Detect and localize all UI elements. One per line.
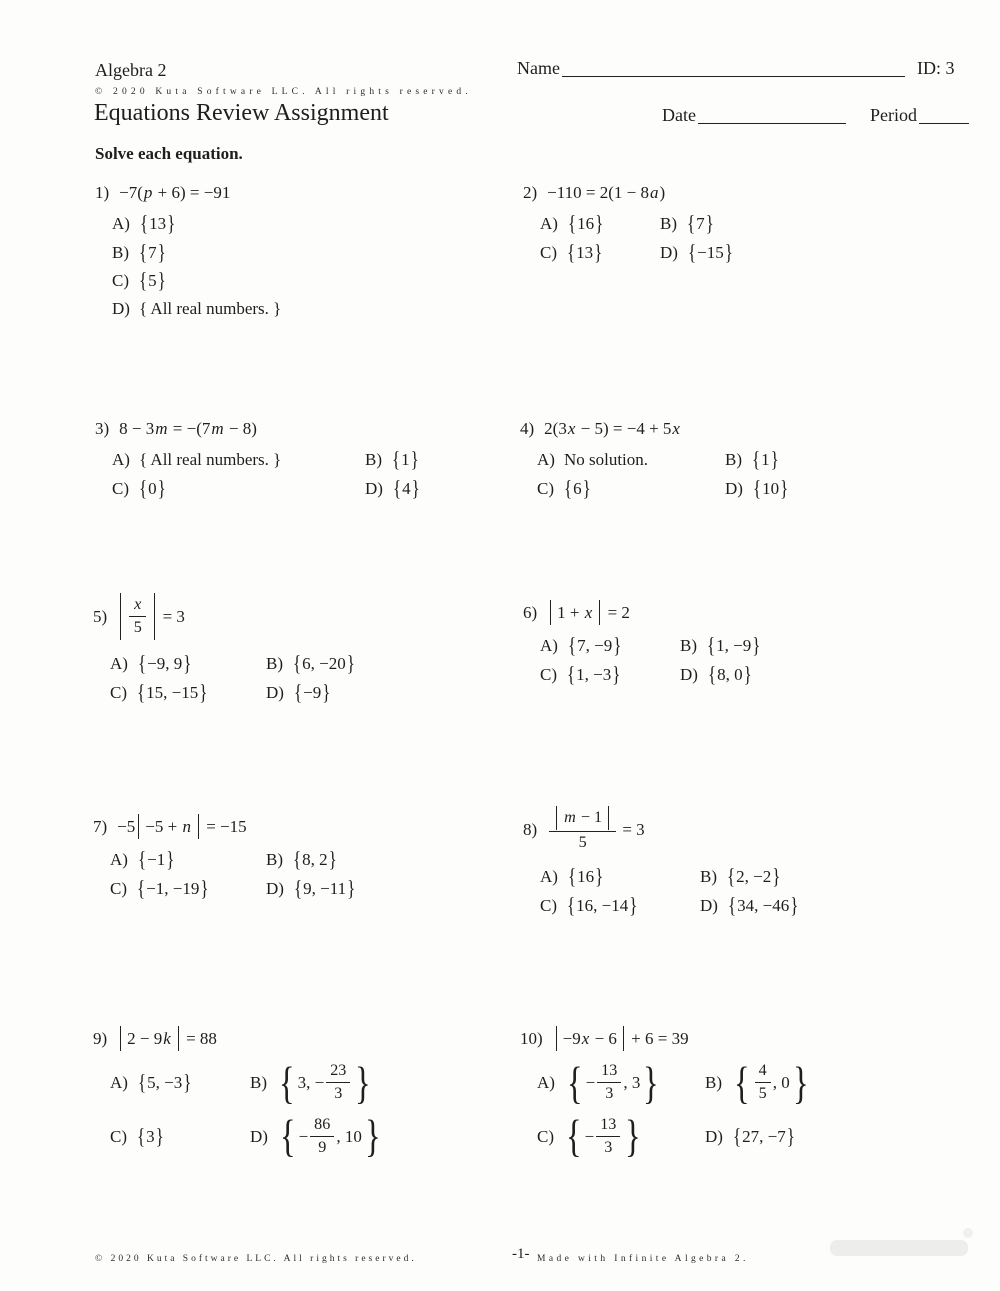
choice-value: { − $\frac{13}{3}$ } xyxy=(566,1111,641,1162)
choice-value: { −15 } xyxy=(687,239,733,265)
choice-value: { 34, −46 } xyxy=(727,892,799,918)
choice-value: { 3, − $\frac{23}{3}$ } xyxy=(279,1057,371,1108)
question-8-choices xyxy=(540,866,799,916)
question-9 xyxy=(93,1026,383,1162)
equation-math: 8 − 3 m = −(7 m − 8) xyxy=(119,419,257,438)
choice-value: { 6, −20 } xyxy=(293,651,355,676)
choice-label: A) xyxy=(537,450,555,470)
choice-label: B) xyxy=(725,450,742,470)
equation-math: −9 x − 6 + 6 = 39 xyxy=(553,1026,689,1051)
date-period-row xyxy=(662,105,969,126)
equation-math: −7( p + 6) = −91 xyxy=(119,183,231,202)
question-number: 6) xyxy=(523,603,538,622)
question-2 xyxy=(523,182,734,263)
question-5-equation-row xyxy=(93,593,356,640)
question-3-choices xyxy=(112,449,421,499)
question-5-choices xyxy=(110,653,356,703)
choice-b xyxy=(705,1057,811,1108)
equation-math: m − 1 5 = 3 xyxy=(547,806,645,853)
question-4-equation-row xyxy=(520,418,789,439)
choice-value: { −1 } xyxy=(137,847,175,872)
choice-label: D) xyxy=(680,664,698,684)
choice-b xyxy=(725,449,789,470)
choice-value: { 7, −9 } xyxy=(567,633,622,658)
choice-value: No solution. xyxy=(563,450,649,470)
choice-value: { −9, 9 } xyxy=(137,651,192,676)
name-row xyxy=(517,58,957,79)
header-copyright: © 2020 Kuta Software LLC. All rights reserved. xyxy=(95,87,472,97)
choice-label: B) xyxy=(266,654,283,674)
choice-d xyxy=(112,298,281,319)
choice-value: { 1 } xyxy=(392,447,419,472)
choice-value: { 8, 2 } xyxy=(293,847,337,872)
period-label: Period xyxy=(869,105,917,125)
page-number: -1- xyxy=(512,1246,530,1262)
choice-b xyxy=(266,653,356,674)
question-6-choices xyxy=(540,635,761,685)
question-8-equation-row xyxy=(523,806,799,853)
choice-d xyxy=(266,875,356,901)
question-2-choices xyxy=(540,213,734,263)
choice-value: { − $\frac{86}{9}$ , 10 } xyxy=(279,1111,381,1162)
choice-value: { 6 } xyxy=(564,475,591,501)
equation-math: −110 = 2(1 − 8 a ) xyxy=(547,183,666,202)
name-blank-line xyxy=(562,75,905,77)
question-number: 1) xyxy=(95,183,110,202)
choice-a xyxy=(540,635,680,656)
choice-a xyxy=(112,213,281,234)
question-7-equation-row xyxy=(93,814,356,839)
question-number: 5) xyxy=(93,607,108,627)
choice-label: C) xyxy=(540,664,557,684)
choice-label: A) xyxy=(540,214,558,234)
choice-label: B) xyxy=(266,850,283,870)
choice-value: { 1, −9 } xyxy=(707,633,761,658)
question-4-choices xyxy=(537,449,789,499)
choice-label: C) xyxy=(540,242,557,262)
choice-a xyxy=(537,449,725,470)
period-blank-line xyxy=(919,122,969,124)
choice-b xyxy=(266,849,356,870)
choice-label: A) xyxy=(110,654,128,674)
question-1 xyxy=(95,182,281,319)
choice-label: D) xyxy=(660,242,678,262)
choice-value: { All real numbers. } xyxy=(138,299,282,318)
choice-value: { 5 } xyxy=(139,268,166,293)
choice-d xyxy=(266,679,356,705)
choice-label: B) xyxy=(700,867,717,887)
question-1-choices xyxy=(112,213,281,319)
choice-a xyxy=(110,1072,250,1093)
instructions: Solve each equation. xyxy=(95,144,243,163)
choice-label: C) xyxy=(540,895,557,915)
question-10 xyxy=(520,1026,811,1162)
choice-label: A) xyxy=(537,1073,555,1093)
choice-d xyxy=(700,892,799,918)
choice-label: D) xyxy=(266,878,284,898)
choice-label: D) xyxy=(700,895,718,915)
choice-value: { 9, −11 } xyxy=(293,875,356,901)
choice-value: { 3 } xyxy=(137,1123,164,1149)
choice-value: { 0 } xyxy=(139,475,166,501)
choice-value: { $\frac{4}{5}$ , 0 } xyxy=(734,1057,809,1108)
choice-label: B) xyxy=(705,1073,722,1093)
question-10-choices xyxy=(537,1057,811,1162)
choice-label: C) xyxy=(112,270,129,290)
worksheet-id: ID: 3 xyxy=(916,58,955,78)
question-number: 8) xyxy=(523,820,538,840)
question-2-equation-row xyxy=(523,182,734,203)
choice-label: D) xyxy=(725,478,743,498)
choice-label: A) xyxy=(110,1073,128,1093)
page-title: Equations Review Assignment xyxy=(94,100,389,126)
choice-label: A) xyxy=(112,450,130,470)
choice-a xyxy=(112,449,365,470)
choice-a xyxy=(537,1057,705,1108)
question-7-choices xyxy=(110,849,356,899)
choice-a xyxy=(110,653,266,674)
choice-value: { 13 } xyxy=(139,211,176,236)
question-8 xyxy=(523,806,799,916)
choice-c xyxy=(540,892,700,918)
question-number: 7) xyxy=(93,817,108,836)
question-9-choices xyxy=(110,1057,383,1162)
choice-value: { 16 } xyxy=(567,211,604,236)
choice-b xyxy=(680,635,761,656)
choice-value: { −1, −19 } xyxy=(137,875,209,901)
choice-label: B) xyxy=(660,214,677,234)
choice-value: { −9 } xyxy=(293,679,331,705)
question-6 xyxy=(523,600,761,685)
choice-c xyxy=(110,679,266,705)
question-5 xyxy=(93,593,356,703)
choice-d xyxy=(725,475,789,501)
equation-math: −5 −5 + n = −15 xyxy=(117,814,246,839)
choice-label: A) xyxy=(540,867,558,887)
choice-label: B) xyxy=(112,242,129,262)
question-number: 2) xyxy=(523,183,538,202)
choice-value: { 27, −7 } xyxy=(732,1123,795,1149)
choice-d xyxy=(660,239,734,265)
choice-b xyxy=(112,239,281,265)
equation-math: 1 + x = 2 xyxy=(547,600,630,625)
choice-a xyxy=(540,866,700,887)
date-blank-line xyxy=(698,122,846,124)
watermark-remnant xyxy=(830,1240,968,1256)
choice-c xyxy=(110,875,266,901)
choice-value: { 16, −14 } xyxy=(567,892,638,918)
equation-math: $\frac{x}{5}$ = 3 xyxy=(117,593,185,640)
choice-a xyxy=(110,849,266,870)
choice-label: C) xyxy=(537,1126,554,1146)
choice-value: { 2, −2 } xyxy=(727,864,781,889)
choice-value: { 7 } xyxy=(687,211,714,236)
choice-value: { 1, −3 } xyxy=(567,661,621,687)
choice-c xyxy=(112,270,281,291)
choice-value: { − $\frac{13}{3}$ , 3 } xyxy=(566,1057,659,1108)
choice-b xyxy=(700,866,799,887)
choice-c xyxy=(540,661,680,687)
name-label: Name xyxy=(517,58,560,78)
choice-label: A) xyxy=(110,850,128,870)
choice-value: { 15, −15 } xyxy=(137,679,208,705)
course-name: Algebra 2 xyxy=(95,60,167,80)
choice-b xyxy=(660,213,734,234)
equation-math: 2(3 x − 5) = −4 + 5 x xyxy=(544,419,680,438)
question-10-equation-row xyxy=(520,1026,811,1051)
choice-label: B) xyxy=(250,1073,267,1093)
choice-value: { 7 } xyxy=(139,239,166,265)
watermark-dot xyxy=(963,1228,973,1238)
choice-c xyxy=(110,1123,250,1149)
choice-d xyxy=(365,475,421,501)
choice-value: { 8, 0 } xyxy=(707,661,752,687)
question-9-equation-row xyxy=(93,1026,383,1051)
choice-label: C) xyxy=(112,478,129,498)
choice-value: { 1 } xyxy=(752,447,779,472)
choice-c xyxy=(537,475,725,501)
question-number: 4) xyxy=(520,419,535,438)
choice-value: { 5, −3 } xyxy=(137,1070,192,1095)
made-with-note: Made with Infinite Algebra 2. xyxy=(537,1254,749,1264)
choice-value: { 4 } xyxy=(392,475,420,501)
date-label: Date xyxy=(662,105,696,125)
question-number: 3) xyxy=(95,419,110,438)
choice-d xyxy=(705,1123,811,1149)
choice-value: { All real numbers. } xyxy=(138,450,282,470)
choice-label: B) xyxy=(365,450,382,470)
choice-value: { 16 } xyxy=(567,864,604,889)
choice-c xyxy=(540,239,660,265)
question-number: 10) xyxy=(520,1029,543,1048)
choice-value: { 13 } xyxy=(567,239,603,265)
choice-c xyxy=(112,475,365,501)
choice-label: D) xyxy=(250,1126,268,1146)
choice-label: C) xyxy=(110,1126,127,1146)
choice-b xyxy=(365,449,421,470)
question-7 xyxy=(93,814,356,899)
question-3-equation-row xyxy=(95,418,421,439)
choice-d xyxy=(250,1111,383,1162)
choice-label: D) xyxy=(266,682,284,702)
choice-b xyxy=(250,1057,383,1108)
choice-label: D) xyxy=(705,1126,723,1146)
choice-a xyxy=(540,213,660,234)
equation-math: 2 − 9 k = 88 xyxy=(117,1026,217,1051)
choice-label: A) xyxy=(112,214,130,234)
choice-c xyxy=(537,1111,705,1162)
choice-label: C) xyxy=(537,478,554,498)
question-3 xyxy=(95,418,421,499)
question-number: 9) xyxy=(93,1029,108,1048)
choice-label: C) xyxy=(110,682,127,702)
choice-d xyxy=(680,661,761,687)
choice-label: A) xyxy=(540,636,558,656)
choice-value: { 10 } xyxy=(752,475,789,501)
choice-label: D) xyxy=(112,299,130,318)
footer-copyright: © 2020 Kuta Software LLC. All rights reserved. xyxy=(95,1254,417,1264)
question-4 xyxy=(520,418,789,499)
choice-label: B) xyxy=(680,636,697,656)
question-6-equation-row xyxy=(523,600,761,625)
choice-label: D) xyxy=(365,478,383,498)
question-1-equation-row xyxy=(95,182,281,203)
choice-label: C) xyxy=(110,878,127,898)
